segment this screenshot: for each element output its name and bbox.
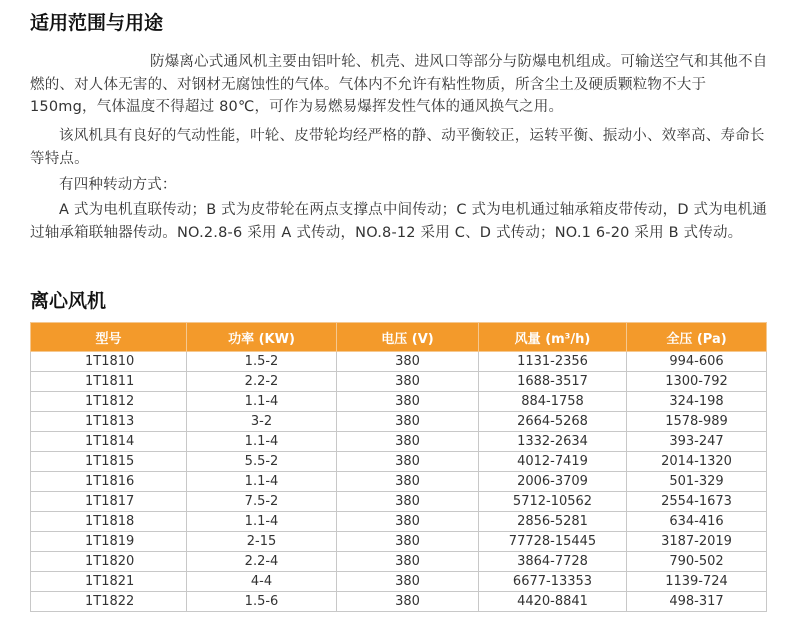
cell-airflow: 2664-5268	[479, 412, 627, 432]
cell-model: 1T1816	[31, 472, 187, 492]
cell-airflow: 3864-7728	[479, 552, 627, 572]
cell-model: 1T1818	[31, 512, 187, 532]
cell-pressure: 1300-792	[627, 372, 767, 392]
cell-voltage: 380	[337, 512, 479, 532]
cell-power: 7.5-2	[187, 492, 337, 512]
cell-voltage: 380	[337, 532, 479, 552]
cell-power: 3-2	[187, 412, 337, 432]
header-airflow: 风量 (m³/h)	[479, 323, 627, 352]
table-row	[31, 452, 767, 472]
cell-power: 4-4	[187, 572, 337, 592]
cell-model: 1T1811	[31, 372, 187, 392]
cell-airflow: 2856-5281	[479, 512, 627, 532]
cell-model: 1T1820	[31, 552, 187, 572]
cell-power: 1.1-4	[187, 432, 337, 452]
cell-pressure: 2014-1320	[627, 452, 767, 472]
cell-pressure: 1578-989	[627, 412, 767, 432]
cell-airflow: 2006-3709	[479, 472, 627, 492]
table-row	[31, 432, 767, 452]
cell-model: 1T1814	[31, 432, 187, 452]
cell-pressure: 634-416	[627, 512, 767, 532]
table-row	[31, 532, 767, 552]
cell-voltage: 380	[337, 452, 479, 472]
paragraph-intro: 防爆离心式通风机主要由铝叶轮、机壳、进风口等部分与防爆电机组成。可输送空气和其他不自燃的、对人体无害的、对钢材无腐蚀性的气体。气体内不允许有粘性物质，所含尘土及硬质颗粒物不大于 150mg，气体温度不得超过 80℃，可作为易燃易爆挥发性气体的通风换气之用。	[30, 54, 768, 115]
cell-power: 1.5-6	[187, 592, 337, 612]
section-title-fans: 离心风机	[30, 290, 107, 312]
cell-model: 1T1822	[31, 592, 187, 612]
cell-airflow: 4420-8841	[479, 592, 627, 612]
cell-model: 1T1815	[31, 452, 187, 472]
header-pressure: 全压 (Pa)	[627, 323, 767, 352]
table-row	[31, 552, 767, 572]
cell-voltage: 380	[337, 432, 479, 452]
cell-pressure: 498-317	[627, 592, 767, 612]
table-row	[31, 372, 767, 392]
cell-airflow: 5712-10562	[479, 492, 627, 512]
cell-airflow: 884-1758	[479, 392, 627, 412]
cell-voltage: 380	[337, 592, 479, 612]
paragraph-drive-types: A 式为电机直联传动；B 式为皮带轮在两点支撑点中间传动；C 式为电机通过轴承箱皮带传动，D 式为电机通过轴承箱联轴器传动。NO.2.8-6 采用 A 式传动，NO.8-12 采用 C、D 式传动；NO.1 6-20 采用 B 式传动。	[30, 202, 767, 241]
cell-power: 2.2-4	[187, 552, 337, 572]
cell-airflow: 1131-2356	[479, 352, 627, 372]
cell-model: 1T1813	[31, 412, 187, 432]
cell-voltage: 380	[337, 392, 479, 412]
paragraph-drive-heading: 有四种转动方式：	[59, 177, 177, 193]
cell-pressure: 1139-724	[627, 572, 767, 592]
section-title-usage: 适用范围与用途	[30, 12, 164, 34]
table-row	[31, 572, 767, 592]
cell-airflow: 6677-13353	[479, 572, 627, 592]
header-power: 功率 (KW)	[187, 323, 337, 352]
cell-pressure: 2554-1673	[627, 492, 767, 512]
cell-pressure: 324-198	[627, 392, 767, 412]
table-row	[31, 492, 767, 512]
cell-airflow: 4012-7419	[479, 452, 627, 472]
cell-power: 1.1-4	[187, 392, 337, 412]
cell-pressure: 994-606	[627, 352, 767, 372]
table-row	[31, 512, 767, 532]
cell-power: 1.1-4	[187, 472, 337, 492]
spec-table	[30, 322, 767, 612]
cell-airflow: 1688-3517	[479, 372, 627, 392]
cell-voltage: 380	[337, 572, 479, 592]
table-row	[31, 392, 767, 412]
header-voltage: 电压 (V)	[337, 323, 479, 352]
paragraph-features: 该风机具有良好的气动性能，叶轮、皮带轮均经严格的静、动平衡较正，运转平衡、振动小、效率高、寿命长等特点。	[30, 128, 765, 167]
cell-pressure: 501-329	[627, 472, 767, 492]
cell-airflow: 77728-15445	[479, 532, 627, 552]
cell-power: 1.5-2	[187, 352, 337, 372]
table-row	[31, 412, 767, 432]
cell-voltage: 380	[337, 352, 479, 372]
cell-power: 2.2-2	[187, 372, 337, 392]
cell-airflow: 1332-2634	[479, 432, 627, 452]
cell-power: 2-15	[187, 532, 337, 552]
cell-voltage: 380	[337, 372, 479, 392]
cell-voltage: 380	[337, 412, 479, 432]
cell-power: 5.5-2	[187, 452, 337, 472]
cell-pressure: 393-247	[627, 432, 767, 452]
table-header-row	[31, 323, 767, 352]
cell-voltage: 380	[337, 492, 479, 512]
cell-voltage: 380	[337, 552, 479, 572]
cell-model: 1T1819	[31, 532, 187, 552]
table-row	[31, 472, 767, 492]
cell-pressure: 790-502	[627, 552, 767, 572]
cell-model: 1T1817	[31, 492, 187, 512]
cell-model: 1T1821	[31, 572, 187, 592]
cell-power: 1.1-4	[187, 512, 337, 532]
table-row	[31, 352, 767, 372]
table-row	[31, 592, 767, 612]
header-model: 型号	[31, 323, 187, 352]
cell-model: 1T1810	[31, 352, 187, 372]
cell-voltage: 380	[337, 472, 479, 492]
cell-model: 1T1812	[31, 392, 187, 412]
cell-pressure: 3187-2019	[627, 532, 767, 552]
